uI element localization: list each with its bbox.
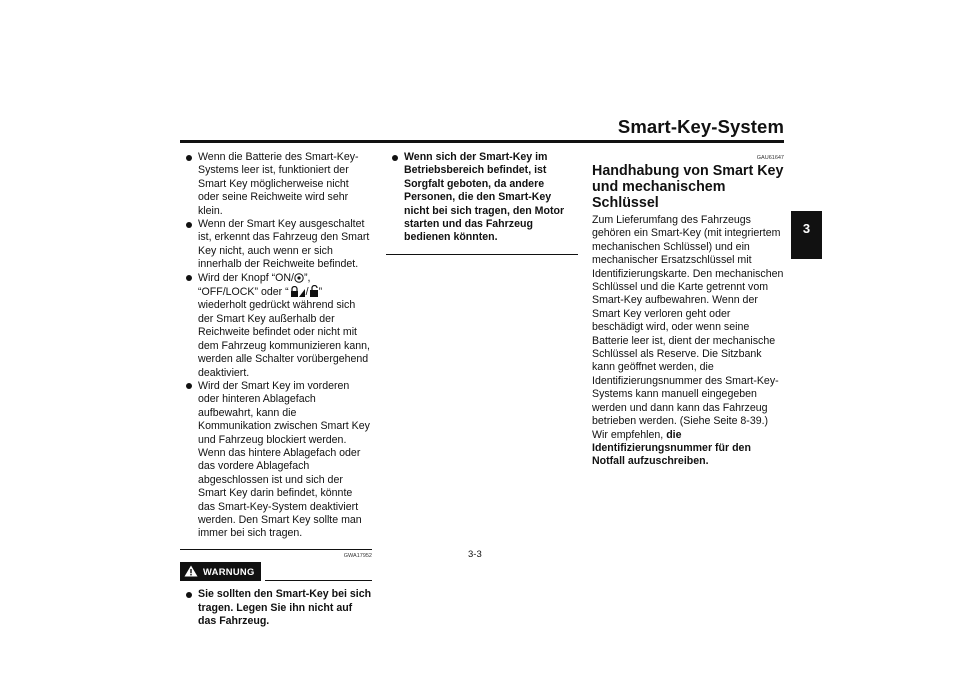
list-item [180,380,372,541]
warning-text: Sie sollten den Smart-Key bei sich tragen. Legen Sie ihn nicht auf das Fahrzeug. [198,588,372,627]
chapter-number: 3 [802,221,811,236]
page-number: 3-3 [468,549,482,560]
lock-icon [289,286,306,297]
body-paragraph [592,214,784,469]
section-code: GAU61647 [756,155,784,161]
chapter-tab [791,211,822,259]
warning-code: GWA17952 [343,552,372,559]
warning-text: Wenn sich der Smart-Key im Betriebsbereich befindet, ist Sorgfalt geboten, da andere Personen, die den Smart-Key nicht bei sich tragen, den Motor starten und das Fahrzeug bedienen könnten. [404,151,565,244]
warning-rule [265,580,372,581]
column-3 [592,152,784,469]
list-item-text-part: / [305,286,309,299]
list-item [180,151,372,218]
section-divider [386,254,578,255]
body-text-bold: die Identifizierungsnummer für den Notfall aufzuschreiben. [592,428,751,468]
bullet-icon [180,218,198,272]
section-title: Handhabung von Smart Key und mechanischem Schlüssel [592,163,784,211]
list-item-text: Wird der Smart Key im vorderen oder hinteren Ablagefach aufbewahrt, kann die Kommunikation zwischen Smart Key und Fahrzeug blockiert werden. Wenn das hintere Ablagefach oder das vordere Ablagefach abgeschlossen ist und sich der Smart Key darin befindet, könnte das Smart-Key-System deaktiviert werden. Den Smart Key sollte man immer bei sich tragen. [198,379,370,540]
bullet-icon [180,272,198,380]
list-item [386,151,578,245]
page-title: Smart-Key-System [617,116,784,137]
bullet-icon [180,588,198,628]
column-2 [386,151,578,255]
list-item-text: Wenn die Batterie des Smart-Key-Systems leer ist, funktioniert der Smart Key möglicherweise nicht oder seine Reichweite wird sehr klein. [198,151,359,217]
list-item-text: Wenn der Smart Key ausgeschaltet ist, erkennt das Fahrzeug den Smart Key nicht, auch wenn er sich innerhalb der Reichweite befindet. [198,218,370,271]
list-item [180,218,372,272]
list-item-text [198,272,372,380]
smart-key-icon [294,273,304,283]
bullet-icon [180,380,198,541]
list-item-text-part: Wird der Knopf “ON/ [198,271,294,284]
list-item [180,272,372,380]
section-divider [180,549,372,550]
body-text: Zum Lieferumfang des Fahrzeugs gehören ein Smart-Key (mit integriertem mechanischen Schlüssel) und ein mechanischer Ersatzschlüssel mit Identifizierungskarte. Den mechanischen Schlüssel und die Karte getrennt vom Smart-Key aufbewahren. Wenn der Smart Key verloren geht oder beschädigt wird, oder wenn seine Batterie leer ist, dient der mechanische Schlüssel als Reserve. Die Sitzbank kann geöffnet werden, die Identifizierungsnummer des Smart-Key-Systems kann manuell eingegeben werden und dann kann das Fahrzeug betrieben werden. (Siehe Seite 8-39.) Wir empfehlen, [592,214,784,441]
header-rule [180,140,784,143]
list-item-text-part: ” wiederholt gedrückt während sich der Smart Key außerhalb der Reichweite befindet oder nicht mit dem Fahrzeug kommunizieren kann, werden alle Schalter vorübergehend deaktiviert. [198,286,370,379]
bullet-icon [180,151,198,218]
warning-label: WARNUNG [203,565,255,577]
warning-badge [180,562,261,581]
unlock-icon [309,285,319,297]
list-item-text-part: ”, “OFF/LOCK” oder “ [198,271,311,299]
bullet-icon [386,151,404,245]
column-1 [180,151,372,628]
warning-header [180,562,372,581]
list-item [180,588,372,628]
warning-icon [184,565,198,577]
